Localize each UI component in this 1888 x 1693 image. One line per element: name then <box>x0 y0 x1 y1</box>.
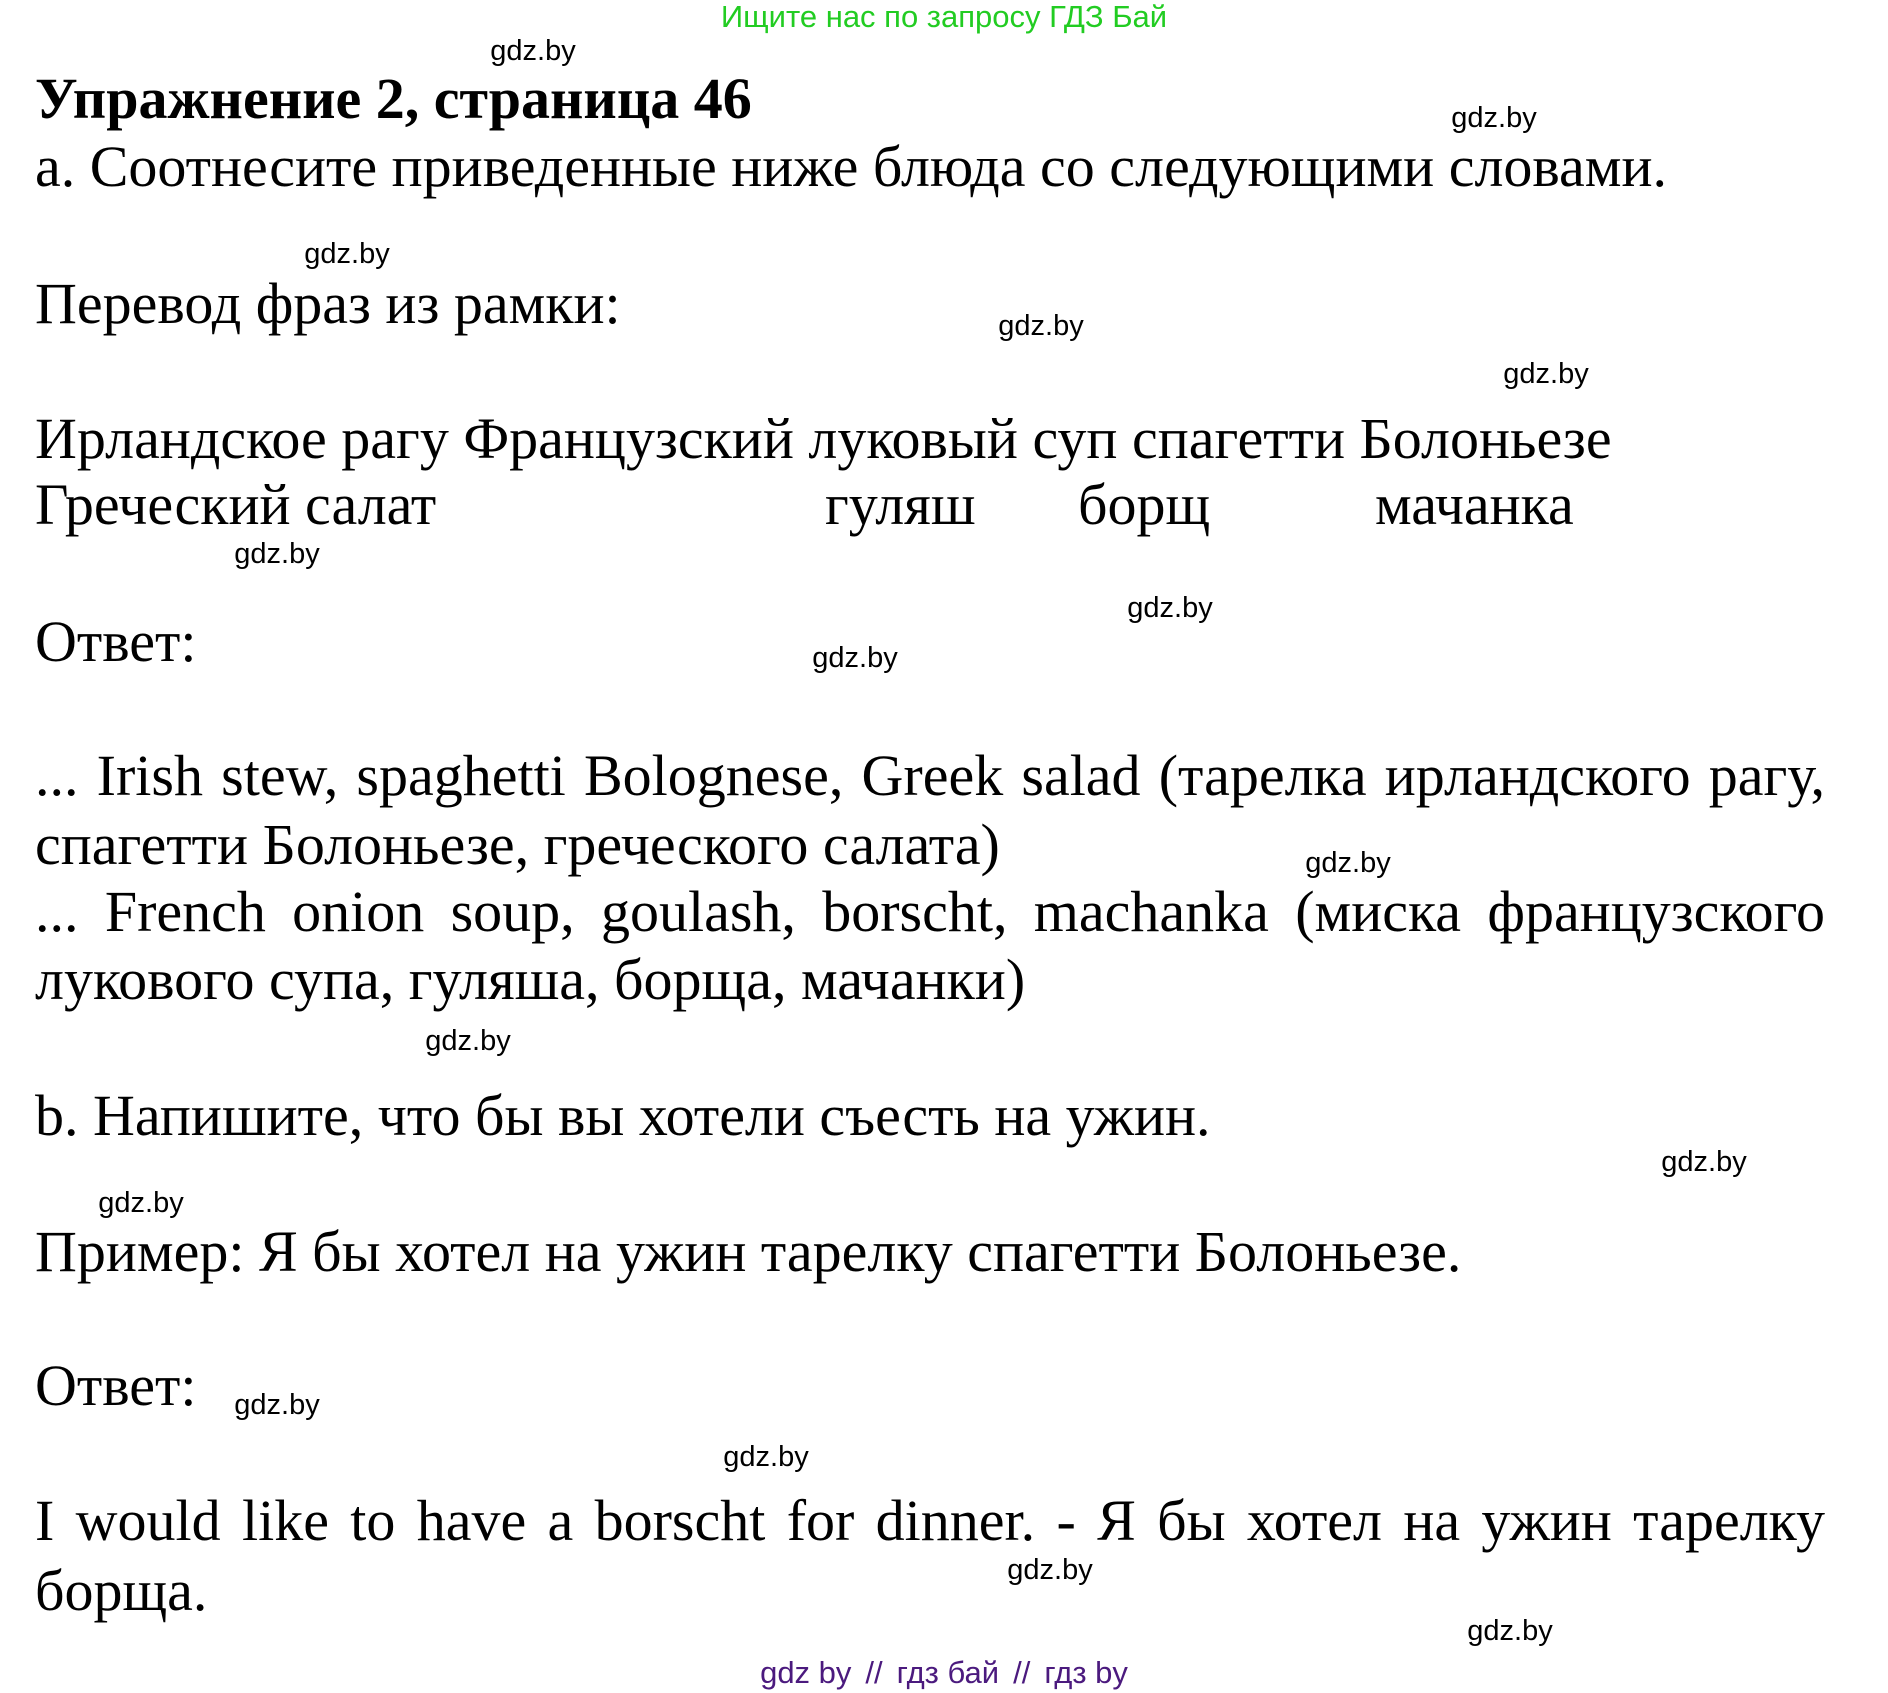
phrase-borscht: борщ <box>1078 472 1211 537</box>
translation-heading: Перевод фраз из рамки: <box>35 271 621 336</box>
search-banner: Ищите нас по запросу ГДЗ Бай <box>720 0 1168 34</box>
footer-link-gdz-by[interactable]: gdz by <box>760 1655 852 1690</box>
answer-label-b: Ответ: <box>35 1353 197 1418</box>
answer-b-line-2: борща. <box>35 1558 208 1623</box>
task-a: a. Соотнесите приведенные ниже блюда со следующими словами. <box>35 134 1668 199</box>
page-title: Упражнение 2, страница 46 <box>35 66 752 131</box>
watermark: gdz.by <box>490 35 576 67</box>
footer-links <box>0 1656 1888 1690</box>
watermark: gdz.by <box>1007 1554 1093 1586</box>
watermark: gdz.by <box>998 310 1084 342</box>
watermark: gdz.by <box>304 238 390 270</box>
watermark: gdz.by <box>234 1389 320 1421</box>
phrase-goulash: гуляш <box>825 472 976 537</box>
answer-a-line-1: ... Irish stew, spaghetti Bolognese, Greek salad (тарелка ирландского рагу, <box>35 743 1825 808</box>
phrase-greek-salad: Греческий салат <box>35 472 437 537</box>
task-b: b. Напишите, что бы вы хотели съесть на ужин. <box>35 1083 1211 1148</box>
answer-a-line-3: ... French onion soup, goulash, borscht, machanka (миска французского <box>35 879 1825 944</box>
watermark: gdz.by <box>1127 592 1213 624</box>
watermark: gdz.by <box>1661 1146 1747 1178</box>
footer-link-gdz-by-cyr[interactable]: гдз by <box>1044 1655 1128 1690</box>
footer-separator: // <box>865 1655 883 1690</box>
watermark: gdz.by <box>98 1187 184 1219</box>
footer-link-gdz-bai[interactable]: гдз бай <box>896 1655 1000 1690</box>
watermark: gdz.by <box>425 1025 511 1057</box>
answer-a-line-4: лукового супа, гуляша, борща, мачанки) <box>35 947 1026 1012</box>
example: Пример: Я бы хотел на ужин тарелку спагетти Болоньезе. <box>35 1219 1462 1284</box>
watermark: gdz.by <box>723 1441 809 1473</box>
answer-b-line-1: I would like to have a borscht for dinner. - Я бы хотел на ужин тарелку <box>35 1488 1825 1553</box>
footer-separator: // <box>1013 1655 1031 1690</box>
watermark: gdz.by <box>1503 358 1589 390</box>
answer-a-line-2: спагетти Болоньезе, греческого салата) <box>35 812 1000 877</box>
watermark: gdz.by <box>234 538 320 570</box>
watermark: gdz.by <box>1467 1615 1553 1647</box>
watermark: gdz.by <box>1305 847 1391 879</box>
phrase-machanka: мачанка <box>1375 472 1574 537</box>
phrases-line-1: Ирландское рагу Французский луковый суп спагетти Болоньезе <box>35 406 1612 471</box>
watermark: gdz.by <box>1451 102 1537 134</box>
answer-label-a: Ответ: <box>35 609 197 674</box>
watermark: gdz.by <box>812 642 898 674</box>
